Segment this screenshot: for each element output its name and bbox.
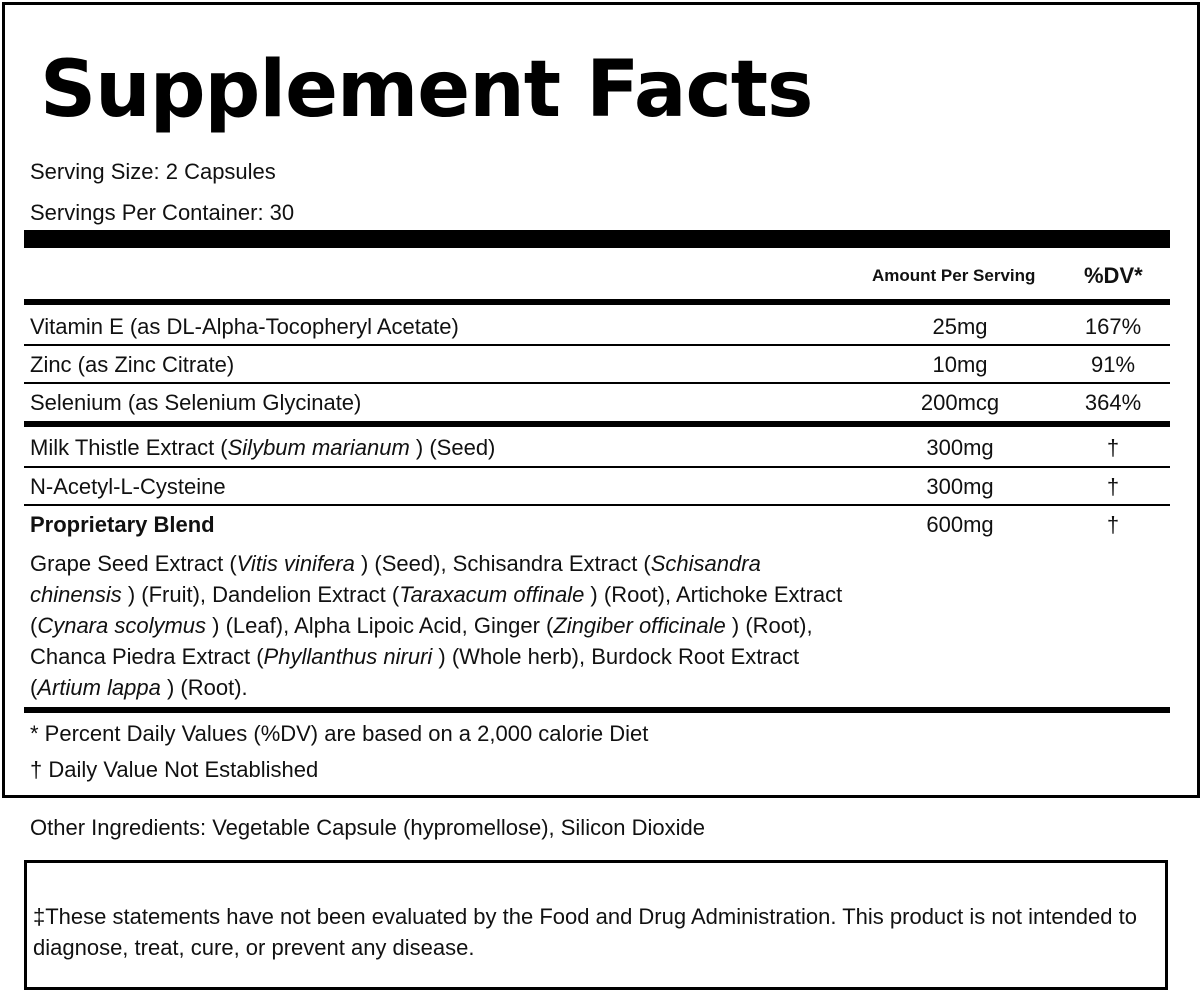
proprietary-blend-amount: 600mg [926,512,994,537]
row-divider [24,382,1170,384]
ingredient-dv: † [1106,474,1120,499]
ingredient-name-prefix: Milk Thistle Extract ( [30,435,228,460]
header-divider-bar [24,230,1170,248]
page-title: Supplement Facts [40,45,813,135]
blend-text: ) (Seed), Schisandra Extract ( [354,551,651,576]
ingredient-name [30,435,495,461]
servings-per-container: Servings Per Container: 30 [30,200,295,225]
proprietary-blend-name: Proprietary Blend [30,512,215,537]
blend-latin-name: Taraxacum offinale [399,582,585,607]
ingredient-latin-name: Silybum marianum [227,435,410,460]
footer-divider [24,707,1170,713]
ingredient-dv: † [1106,435,1120,460]
ingredient-name-suffix: ) (Seed) [409,435,496,460]
blend-text: ) (Fruit), Dandelion Extract ( [121,582,400,607]
blend-text: ) (Whole herb), Burdock Root Extract ( [30,644,800,700]
blend-text: ) (Root), Artichoke Extract ( [30,582,843,638]
nutrient-amount: 200mcg [920,390,1000,415]
blend-latin-name: Vitis vinifera [236,551,355,576]
nutrient-dv: 364% [1084,390,1142,415]
nutrient-name: Vitamin E (as DL-Alpha-Tocopheryl Acetate) [30,314,459,339]
blend-text: ) (Leaf), Alpha Lipoic Acid, Ginger ( [206,613,554,638]
fda-disclaimer-box [24,860,1168,990]
ingredient-amount: 300mg [926,435,994,460]
nutrient-dv: 167% [1084,314,1142,339]
amount-column-header: Amount Per Serving [872,266,1036,285]
row-divider [24,504,1170,506]
nutrient-amount: 10mg [932,352,988,377]
blend-text: ) (Root), Chanca Piedra Extract ( [30,613,813,669]
serving-size: Serving Size: 2 Capsules [30,159,276,184]
other-ingredients: Other Ingredients: Vegetable Capsule (hypromellose), Silicon Dioxide [30,815,706,840]
dv-footnote: * Percent Daily Values (%DV) are based on a 2,000 calorie Diet [30,721,649,746]
ingredient-name: N-Acetyl-L-Cysteine [30,474,226,499]
section-divider [24,421,1170,427]
blend-latin-name: Cynara scolymus [37,613,207,638]
proprietary-blend-dv: † [1106,512,1120,537]
blend-text: Grape Seed Extract ( [30,551,237,576]
blend-latin-name: Zingiber officinale [553,613,726,638]
row-divider [24,466,1170,468]
dv-column-header: %DV* [1084,263,1143,288]
ingredient-amount: 300mg [926,474,994,499]
nutrient-name: Zinc (as Zinc Citrate) [30,352,235,377]
blend-latin-name: Artium lappa [37,675,161,700]
dagger-footnote: † Daily Value Not Established [30,757,319,782]
nutrient-dv: 91% [1090,352,1136,377]
blend-latin-name: Schisandra chinensis [30,551,761,607]
blend-latin-name: Phyllanthus niruri [263,644,433,669]
proprietary-blend-ingredients [30,548,850,703]
row-divider [24,344,1170,346]
blend-text: ) (Root). [160,675,248,700]
nutrient-amount: 25mg [932,314,988,339]
fda-disclaimer-text: ‡These statements have not been evaluated by the Food and Drug Administration. This product is not intended to diagnose, treat, cure, or prevent any disease. [33,904,1137,960]
column-header-divider [24,299,1170,305]
nutrient-name: Selenium (as Selenium Glycinate) [30,390,362,415]
